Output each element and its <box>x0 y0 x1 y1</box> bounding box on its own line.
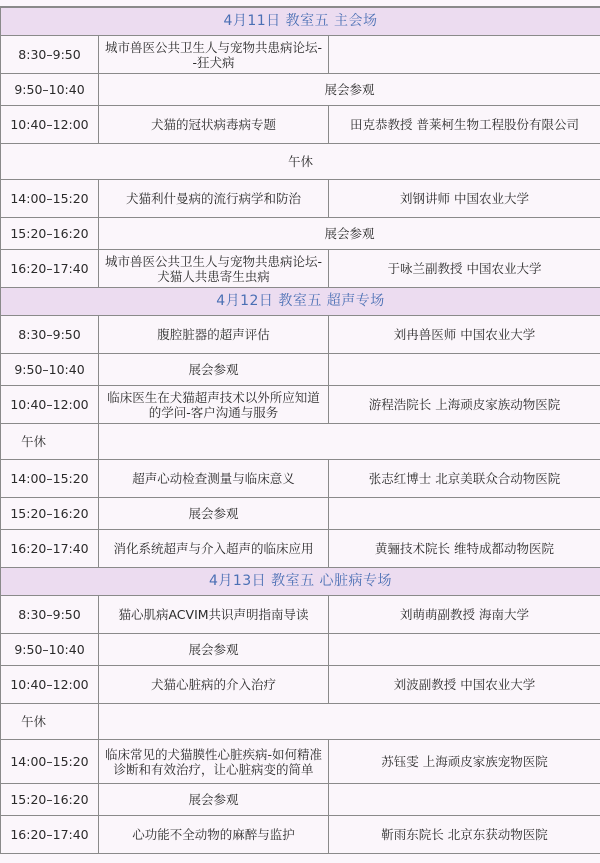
speaker-info <box>329 784 600 816</box>
time-slot: 14:00–15:20 <box>1 180 99 218</box>
empty-cell <box>99 424 600 460</box>
speaker-info <box>329 36 600 74</box>
day-title: 4月12日 教室五 超声专场 <box>1 288 600 316</box>
session-topic: 猫心肌病ACVIM共识声明指南导读 <box>99 596 329 634</box>
schedule-row <box>1 740 600 784</box>
schedule-row <box>1 316 600 354</box>
time-slot: 15:20–16:20 <box>1 498 99 530</box>
session-topic: 展会参观 <box>99 784 329 816</box>
speaker-info: 黄骊技术院长 维特成都动物医院 <box>329 530 600 568</box>
schedule-table <box>0 7 600 854</box>
schedule-row <box>1 596 600 634</box>
schedule-row <box>1 386 600 424</box>
time-slot: 16:20–17:40 <box>1 816 99 854</box>
time-slot: 16:20–17:40 <box>1 250 99 288</box>
time-slot: 10:40–12:00 <box>1 106 99 144</box>
session-topic: 临床常见的犬猫膜性心脏疾病-如何精准诊断和有效治疗，让心脏病变的简单 <box>99 740 329 784</box>
speaker-info: 靳雨东院长 北京东获动物医院 <box>329 816 600 854</box>
speaker-info: 于咏兰副教授 中国农业大学 <box>329 250 600 288</box>
schedule-row <box>1 354 600 386</box>
time-slot: 14:00–15:20 <box>1 740 99 784</box>
session-topic: 犬猫利什曼病的流行病学和防治 <box>99 180 329 218</box>
session-topic: 犬猫的冠状病毒病专题 <box>99 106 329 144</box>
session-topic: 展会参观 <box>99 634 329 666</box>
schedule-row <box>1 460 600 498</box>
day-header-row <box>1 568 600 596</box>
session-topic: 消化系统超声与介入超声的临床应用 <box>99 530 329 568</box>
time-slot: 9:50–10:40 <box>1 74 99 106</box>
top-edge <box>0 0 600 7</box>
time-slot: 9:50–10:40 <box>1 354 99 386</box>
schedule-row <box>1 218 600 250</box>
speaker-info <box>329 498 600 530</box>
schedule-row <box>1 250 600 288</box>
speaker-info: 游程浩院长 上海顽皮家族动物医院 <box>329 386 600 424</box>
session-topic: 展会参观 <box>99 498 329 530</box>
session-topic: 城市兽医公共卫生人与宠物共患病论坛--狂犬病 <box>99 36 329 74</box>
session-topic: 腹腔脏器的超声评估 <box>99 316 329 354</box>
schedule-row <box>1 498 600 530</box>
speaker-info: 刘萌萌副教授 海南大学 <box>329 596 600 634</box>
session-topic: 展会参观 <box>99 354 329 386</box>
lunch-break: 午休 <box>1 144 600 180</box>
time-slot: 15:20–16:20 <box>1 218 99 250</box>
schedule-row <box>1 816 600 854</box>
time-slot: 14:00–15:20 <box>1 460 99 498</box>
time-slot: 10:40–12:00 <box>1 666 99 704</box>
session-activity: 展会参观 <box>99 74 600 106</box>
schedule-row <box>1 74 600 106</box>
time-slot: 8:30–9:50 <box>1 596 99 634</box>
schedule-row <box>1 666 600 704</box>
speaker-info: 田克恭教授 普莱柯生物工程股份有限公司 <box>329 106 600 144</box>
schedule-row <box>1 106 600 144</box>
schedule-row <box>1 180 600 218</box>
session-topic: 超声心动检查测量与临床意义 <box>99 460 329 498</box>
speaker-info: 刘钢讲师 中国农业大学 <box>329 180 600 218</box>
speaker-info: 刘波副教授 中国农业大学 <box>329 666 600 704</box>
day-title: 4月11日 教室五 主会场 <box>1 8 600 36</box>
speaker-info <box>329 354 600 386</box>
speaker-info <box>329 634 600 666</box>
time-slot: 15:20–16:20 <box>1 784 99 816</box>
schedule-row <box>1 36 600 74</box>
time-slot: 16:20–17:40 <box>1 530 99 568</box>
schedule-row <box>1 530 600 568</box>
lunch-break: 午休 <box>1 424 99 460</box>
lunch-break: 午休 <box>1 704 99 740</box>
time-slot: 10:40–12:00 <box>1 386 99 424</box>
session-topic: 城市兽医公共卫生人与宠物共患病论坛-犬猫人共患寄生虫病 <box>99 250 329 288</box>
time-slot: 9:50–10:40 <box>1 634 99 666</box>
speaker-info: 刘冉兽医师 中国农业大学 <box>329 316 600 354</box>
schedule-row <box>1 144 600 180</box>
speaker-info: 张志红博士 北京美联众合动物医院 <box>329 460 600 498</box>
schedule-row <box>1 784 600 816</box>
schedule-row <box>1 704 600 740</box>
day-header-row <box>1 288 600 316</box>
session-topic: 临床医生在犬猫超声技术以外所应知道的学问-客户沟通与服务 <box>99 386 329 424</box>
session-activity: 展会参观 <box>99 218 600 250</box>
schedule-row <box>1 634 600 666</box>
day-header-row <box>1 8 600 36</box>
schedule-row <box>1 424 600 460</box>
session-topic: 犬猫心脏病的介入治疗 <box>99 666 329 704</box>
time-slot: 8:30–9:50 <box>1 36 99 74</box>
time-slot: 8:30–9:50 <box>1 316 99 354</box>
session-topic: 心功能不全动物的麻醉与监护 <box>99 816 329 854</box>
day-title: 4月13日 教室五 心脏病专场 <box>1 568 600 596</box>
empty-cell <box>99 704 600 740</box>
speaker-info: 苏钰雯 上海顽皮家族宠物医院 <box>329 740 600 784</box>
